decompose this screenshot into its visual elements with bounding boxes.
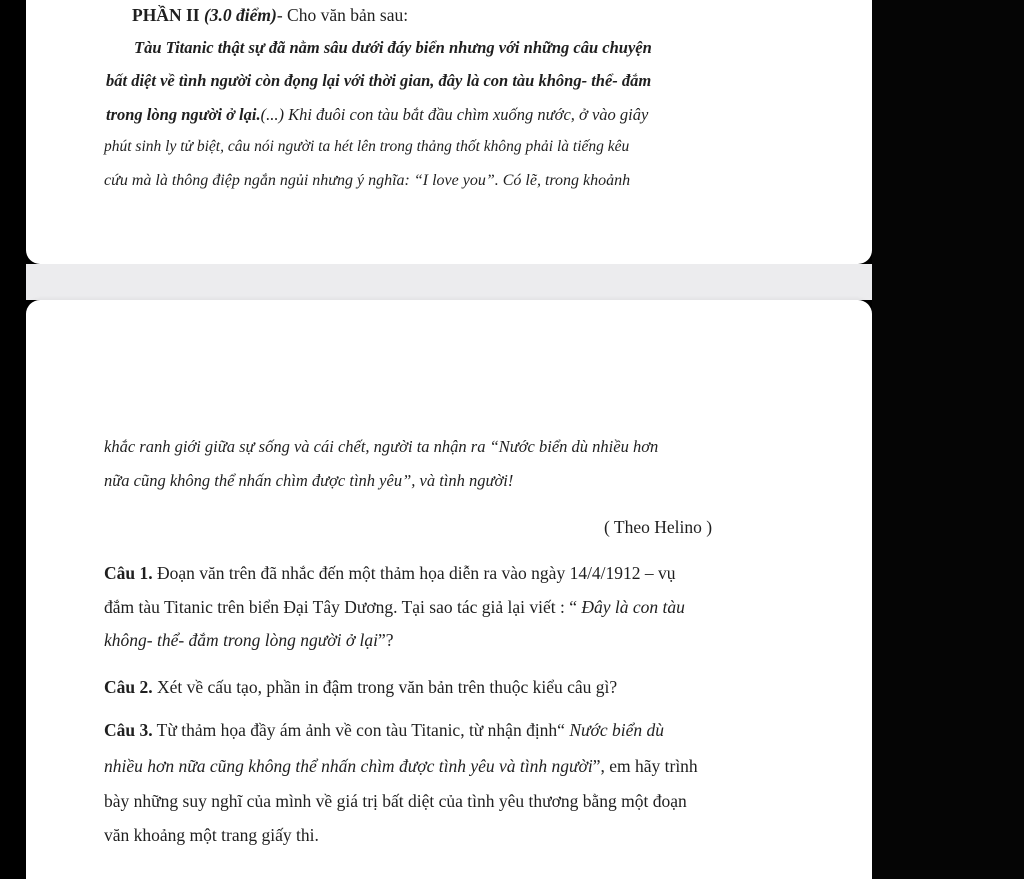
- question-2-text: Xét về cấu tạo, phần in đậm trong văn bản trên thuộc kiểu câu gì?: [152, 677, 618, 697]
- question-3-text-1: Từ thảm họa đầy ám ảnh về con tàu Titanic, từ nhận định“: [152, 720, 570, 740]
- passage-line-2: bất diệt về tình người còn đọng lại với thời gian, đây là con tàu không- thể- đắm: [106, 71, 652, 90]
- question-3-text-2: ”, em hãy trình: [592, 756, 698, 776]
- question-1-line-3: [104, 629, 394, 651]
- question-3-line-4: văn khoảng một trang giấy thi.: [104, 825, 319, 845]
- question-3-quote-end: nhiều hơn nữa cũng không thể nhấn chìm được tình yêu và tình người: [104, 756, 593, 776]
- question-1-quote-start: Đây là con tàu: [576, 597, 685, 617]
- section-heading: [132, 4, 408, 26]
- section-points: (3.0 điểm): [203, 5, 277, 25]
- passage-line-3-bold: trong lòng người ở lại.: [106, 105, 261, 124]
- section-instruction: - Cho văn bản sau:: [276, 5, 409, 25]
- question-3-line-1: [104, 719, 664, 741]
- question-1-line-1: [104, 562, 676, 584]
- right-dark-margin: [872, 0, 1024, 879]
- source-attribution: ( Theo Helino ): [604, 517, 713, 537]
- question-3-line-3: bày những suy nghĩ của mình về giá trị bất diệt của tình yêu thương bằng một đoạn: [104, 791, 687, 811]
- question-1-quote-end: không- thể- đắm trong lòng người ở lại: [104, 630, 379, 650]
- question-1-text-2: đắm tàu Titanic trên biển Đại Tây Dương. Tại sao tác giả lại viết : “: [104, 597, 577, 617]
- question-3-label: Câu 3.: [104, 720, 153, 740]
- passage-line-6: khắc ranh giới giữa sự sống và cái chết, người ta nhận ra “Nước biển dù nhiều hơn: [104, 437, 659, 456]
- passage-line-3-italic: (...) Khi đuôi con tàu bắt đầu chìm xuống nước, ở vào giây: [260, 105, 649, 124]
- question-1-close: ”?: [378, 630, 394, 650]
- passage-line-4: phút sinh ly tử biệt, câu nói người ta hét lên trong thảng thốt không phải là tiếng kêu: [104, 138, 630, 155]
- question-3-quote-start: Nước biển dù: [569, 720, 665, 740]
- question-3-line-2: [104, 755, 698, 777]
- passage-line-7: nữa cũng không thể nhấn chìm được tình yêu”, và tình người!: [104, 471, 514, 490]
- question-1-line-2: [104, 596, 685, 618]
- passage-line-1: Tàu Titanic thật sự đã nằm sâu dưới đáy biển nhưng với những câu chuyện: [134, 38, 652, 57]
- page-gap: [26, 264, 872, 300]
- section-label: PHẦN II: [132, 5, 200, 25]
- question-1-label: Câu 1.: [104, 563, 153, 583]
- question-1-text-1: Đoạn văn trên đã nhắc đến một thảm họa diễn ra vào ngày 14/4/1912 – vụ: [152, 563, 676, 583]
- passage-line-5: cứu mà là thông điệp ngắn ngủi nhưng ý nghĩa: “I love you”. Có lẽ, trong khoảnh: [104, 172, 631, 189]
- question-2-line-1: [104, 676, 617, 698]
- passage-line-3: [106, 104, 648, 126]
- question-2-label: Câu 2.: [104, 677, 153, 697]
